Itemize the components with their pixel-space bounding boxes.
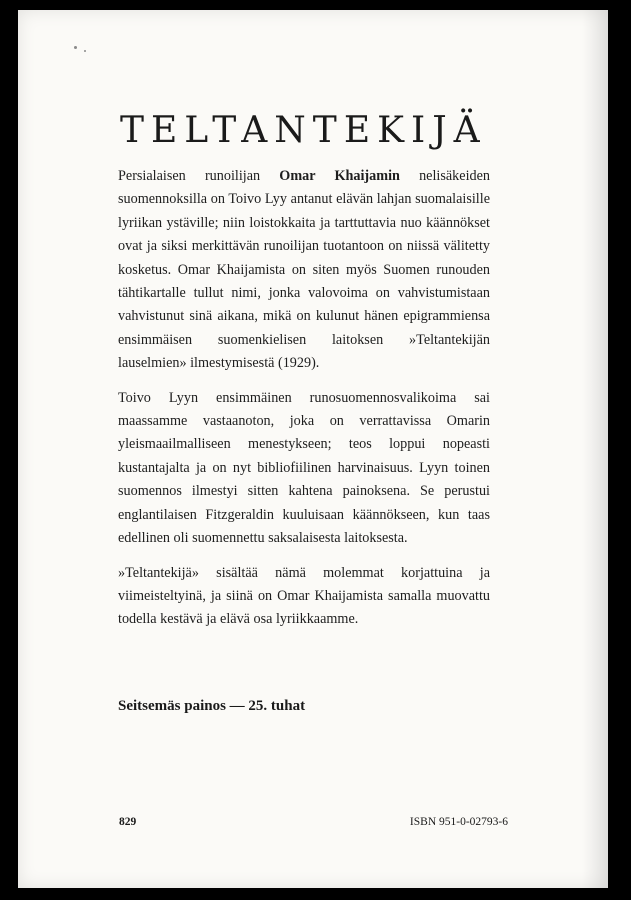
author-name: Omar Khaijamin <box>279 168 400 184</box>
edition-line: Seitsemäs painos — 25. tuhat <box>118 698 306 714</box>
blurb-paragraph-1-rest: nelisäkeiden suomennoksilla on Toivo Lyy antanut elävän lahjan suomalaisille lyriikan ystäville; niin loistokkaita ja tarttuttavia nuo käännökset ovat ja siksi merkittävän runoilijan tuotantoon on niissä välitetty kosketus. Omar Khaijamista on siten myös Suomen runouden tähtikartalle tullut nimi, jonka valovoima on vahvistumistaan vahvistunut sinä aikana, mikä on kulunut hänen epigrammiensa ensimmäisen suomenkielisen laitoksen »Teltantekijän lauselmien» ilmestymisestä (1929). <box>118 168 490 372</box>
blurb-paragraph-2: Toivo Lyyn ensimmäinen runosuomennosvalikoima sai maassamme vastaanoton, joka on verrattavissa Omarin yleismaailmalliseen menestykseen; teos loppui nopeasti kustantajalta ja on nyt bibliofiilinen harvinaisuus. Lyyn toinen suomennos ilmestyi sitten kahtena painoksena. Se perustui englantilaisen Fitzgeraldin kuuluisaan käännökseen, kun taas edellinen oli suomennettu saksalaisesta laitoksesta. <box>118 389 490 547</box>
blurb-paragraph-1 <box>118 165 490 376</box>
blurb-paragraph-3: »Teltantekijä» sisältää nämä molemmat korjattuina ja viimeisteltyinä, ja siinä on Omar Khaijamista samalla muovattu todella kestävä ja elävä osa lyriikkaamme. <box>118 564 490 628</box>
paper-speck <box>74 46 77 49</box>
isbn: ISBN 951-0-02793-6 <box>409 816 508 828</box>
catalog-number: 829 <box>119 816 137 828</box>
book-back-cover <box>18 10 608 888</box>
blurb-text <box>118 165 490 643</box>
cover-edge-shadow <box>582 10 608 888</box>
blurb-paragraph-1-start: Persialaisen runoilijan <box>118 168 280 184</box>
paper-speck <box>84 50 86 52</box>
book-title: TELTANTEKIJÄ <box>120 110 487 151</box>
